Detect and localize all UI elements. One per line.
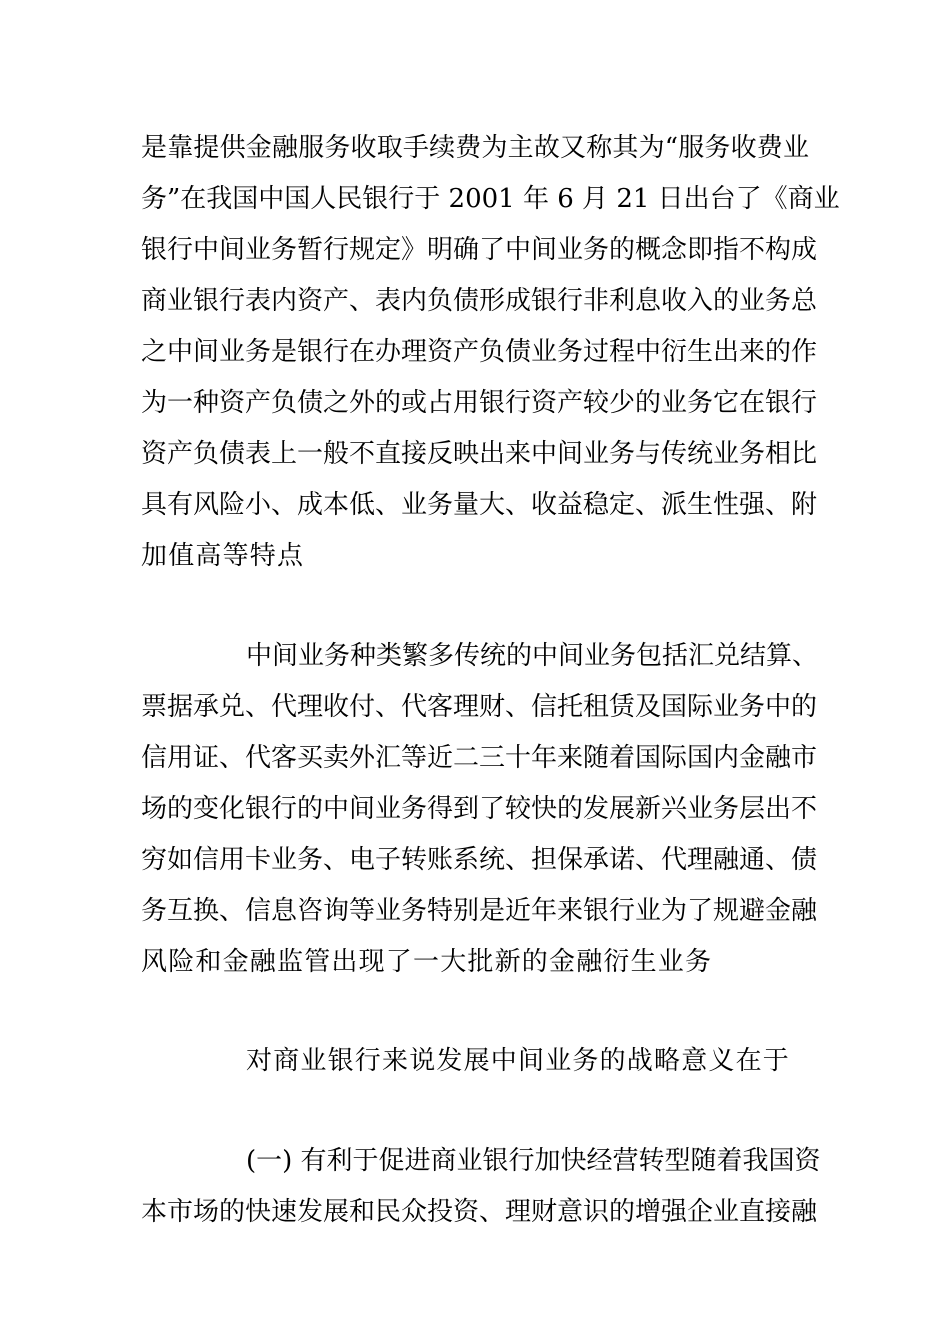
paragraph-2-line-1: 中间业务种类繁多传统的中间业务包括汇兑结算、 xyxy=(246,641,819,671)
paragraph-1-line-8: 具有风险小、成本低、业务量大、收益稳定、派生性强、附 xyxy=(141,490,818,520)
paragraph-1-line-4: 商业银行表内资产、表内负债形成银行非利息收入的业务总 xyxy=(141,286,818,316)
paragraph-1-line-5: 之中间业务是银行在办理资产负债业务过程中衍生出来的作 xyxy=(141,337,818,367)
paragraph-4-line-2: 本市场的快速发展和民众投资、理财意识的增强企业直接融 xyxy=(141,1197,818,1227)
paragraph-4-line-1: (一) 有利于促进商业银行加快经营转型随着我国资 xyxy=(246,1146,821,1176)
paragraph-1-line-2: 务”在我国中国人民银行于 2001 年 6 月 21 日出台了《商业 xyxy=(141,184,840,214)
paragraph-2-line-6: 务互换、信息咨询等业务特别是近年来银行业为了规避金融 xyxy=(141,896,818,926)
paragraph-1-line-3: 银行中间业务暂行规定》明确了中间业务的概念即指不构成 xyxy=(141,235,818,265)
paragraph-1-line-6: 为一种资产负债之外的或占用银行资产较少的业务它在银行 xyxy=(141,388,818,418)
paragraph-2-line-4: 场的变化银行的中间业务得到了较快的发展新兴业务层出不 xyxy=(141,794,818,824)
paragraph-2-line-5: 穷如信用卡业务、电子转账系统、担保承诺、代理融通、债 xyxy=(141,845,818,875)
paragraph-2-line-3: 信用证、代客买卖外汇等近二三十年来随着国际国内金融市 xyxy=(141,743,818,773)
paragraph-1-line-1: 是靠提供金融服务收取手续费为主故又称其为“服务收费业 xyxy=(141,133,809,163)
paragraph-1-line-9: 加值高等特点 xyxy=(141,541,305,571)
paragraph-3-line-1: 对商业银行来说发展中间业务的战略意义在于 xyxy=(246,1046,791,1076)
paragraph-2-line-2: 票据承兑、代理收付、代客理财、信托租赁及国际业务中的 xyxy=(141,692,818,722)
paragraph-2-line-7: 风险和金融监管出现了一大批新的金融衍生业务 xyxy=(141,947,713,977)
paragraph-1-line-7: 资产负债表上一般不直接反映出来中间业务与传统业务相比 xyxy=(141,439,818,469)
